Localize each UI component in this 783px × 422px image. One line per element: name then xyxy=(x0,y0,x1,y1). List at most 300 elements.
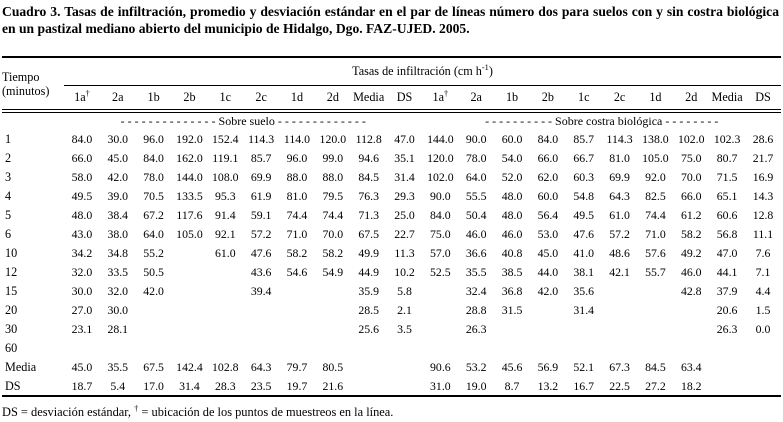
data-cell: 102.8 xyxy=(212,360,239,374)
data-cell: 43.6 xyxy=(250,265,272,279)
row-label: DS xyxy=(5,378,21,393)
data-cell: 85.7 xyxy=(250,151,272,165)
data-cell: 39.4 xyxy=(250,284,272,298)
data-cell: 85.7 xyxy=(573,132,595,146)
data-cell xyxy=(172,244,208,263)
data-cell: 47.6 xyxy=(573,227,595,241)
data-cell: 84.5 xyxy=(645,360,666,374)
data-cell: 55.2 xyxy=(143,246,164,260)
data-cell xyxy=(279,301,315,320)
data-cell xyxy=(279,320,315,339)
data-cell xyxy=(602,320,638,339)
data-cell xyxy=(136,339,172,358)
data-cell xyxy=(709,358,745,377)
data-cell: 192.0 xyxy=(176,132,203,146)
data-cell xyxy=(745,358,781,377)
data-cell xyxy=(243,320,279,339)
dagger-mark: † xyxy=(444,89,449,99)
data-cell: 53.0 xyxy=(537,227,559,241)
data-cell: 26.3 xyxy=(465,322,487,336)
data-cell xyxy=(566,339,602,358)
data-cell: 70.5 xyxy=(143,189,164,203)
data-cell: 28.5 xyxy=(358,303,379,317)
data-cell xyxy=(494,339,530,358)
data-cell xyxy=(387,358,423,377)
data-cell: 117.6 xyxy=(176,208,203,222)
table-caption: Cuadro 3. Tasas de infiltración, promedio y desviación estándar en el par de líneas número dos para suelos con y sin costra biológica en un pastizal mediano abierto del municipio de Hidalgo, Dgo. FAZ-UJED. 2005. xyxy=(2,4,779,36)
data-cell: 42.8 xyxy=(680,284,702,298)
data-cell: 69.9 xyxy=(250,170,272,184)
data-cell: 16.9 xyxy=(752,170,774,184)
row-label: 4 xyxy=(5,189,12,203)
data-cell: 102.0 xyxy=(427,170,454,184)
dagger-mark: † xyxy=(134,403,139,413)
data-cell xyxy=(172,301,208,320)
col-header-1a-soil: 1a† xyxy=(64,85,100,111)
table-row-20 xyxy=(2,301,781,320)
data-cell xyxy=(172,263,208,282)
col-header-1c-crust: 1c xyxy=(566,85,602,111)
data-cell: 162.0 xyxy=(176,151,203,165)
table-row-15 xyxy=(2,282,781,301)
col-header-ds-soil: DS xyxy=(387,85,423,111)
data-cell: 58.2 xyxy=(286,246,308,260)
data-cell: 45.0 xyxy=(71,360,93,374)
data-cell: 54.8 xyxy=(573,189,595,203)
data-cell xyxy=(136,301,172,320)
table-row-4 xyxy=(2,187,781,206)
data-cell: 66.0 xyxy=(680,189,702,203)
data-cell xyxy=(638,282,674,301)
data-cell: 56.4 xyxy=(537,208,559,222)
data-cell: 32.4 xyxy=(465,284,487,298)
data-cell: 142.4 xyxy=(176,360,203,374)
data-cell: 71.3 xyxy=(358,208,379,222)
data-cell xyxy=(745,377,781,396)
row-label: 1 xyxy=(5,132,12,146)
unit-exponent: -1 xyxy=(481,63,489,73)
col-header-2d-soil: 2d xyxy=(315,85,351,111)
data-cell: 88.0 xyxy=(322,170,344,184)
section-labels-row xyxy=(2,111,781,130)
data-cell xyxy=(64,339,100,358)
data-cell xyxy=(422,320,458,339)
data-cell xyxy=(207,301,243,320)
data-cell: 7.6 xyxy=(755,246,771,260)
column-headers-row xyxy=(2,85,781,111)
data-cell: 152.4 xyxy=(212,132,239,146)
section-label-soil: - - - - - - - - - - - - - - Sobre suelo - - - - - - - - - - - - - xyxy=(120,114,366,128)
data-cell: 75.0 xyxy=(430,227,451,241)
data-cell xyxy=(530,301,566,320)
data-cell: 65.1 xyxy=(716,189,738,203)
data-cell xyxy=(602,301,638,320)
data-cell: 47.0 xyxy=(394,132,415,146)
data-cell xyxy=(387,339,423,358)
data-cell: 74.4 xyxy=(322,208,344,222)
data-cell xyxy=(315,282,351,301)
data-cell: 35.5 xyxy=(465,265,487,279)
data-cell: 48.0 xyxy=(71,208,93,222)
data-cell xyxy=(279,282,315,301)
time-header-line1: Tiempo xyxy=(2,69,40,84)
data-cell: 92.1 xyxy=(214,227,236,241)
data-cell xyxy=(566,320,602,339)
data-cell: 61.0 xyxy=(214,246,236,260)
data-cell: 38.5 xyxy=(501,265,523,279)
data-cell: 84.0 xyxy=(71,132,93,146)
data-cell: 5.8 xyxy=(397,284,412,298)
data-cell: 120.0 xyxy=(427,151,454,165)
data-cell: 114.3 xyxy=(606,132,633,146)
data-cell: 28.3 xyxy=(214,378,236,393)
data-cell xyxy=(602,282,638,301)
data-cell: 82.5 xyxy=(645,189,666,203)
data-cell: 32.0 xyxy=(107,284,129,298)
row-label: 3 xyxy=(5,170,12,184)
data-cell: 54.6 xyxy=(286,265,308,279)
data-cell xyxy=(351,377,387,396)
data-cell: 78.0 xyxy=(143,170,164,184)
data-cell xyxy=(422,339,458,358)
col-header-1b-soil: 1b xyxy=(136,85,172,111)
data-cell: 70.0 xyxy=(322,227,344,241)
data-cell: 66.0 xyxy=(71,151,93,165)
data-cell: 2.1 xyxy=(397,303,412,317)
data-cell: 32.0 xyxy=(71,265,93,279)
data-cell: 45.6 xyxy=(501,360,523,374)
data-cell: 52.5 xyxy=(430,265,451,279)
data-cell: 42.0 xyxy=(537,284,559,298)
data-cell xyxy=(673,320,709,339)
data-cell: 18.7 xyxy=(71,378,93,393)
data-cell: 92.0 xyxy=(645,170,666,184)
footnote-ds-definition: DS = desviación estándar, xyxy=(2,405,135,420)
data-cell: 50.5 xyxy=(143,265,164,279)
data-cell: 1.5 xyxy=(755,303,771,317)
data-cell: 16.7 xyxy=(573,378,595,393)
data-cell: 36.8 xyxy=(501,284,523,298)
row-label: 5 xyxy=(5,208,12,222)
table-row-30 xyxy=(2,320,781,339)
data-cell: 144.0 xyxy=(176,170,203,184)
data-cell: 21.7 xyxy=(752,151,774,165)
data-cell: 71.0 xyxy=(645,227,666,241)
table-row-6 xyxy=(2,225,781,244)
data-cell: 138.0 xyxy=(642,132,669,146)
unit-prefix: Tasas de infiltración (cm h xyxy=(352,64,482,79)
col-header-1b-crust: 1b xyxy=(494,85,530,111)
data-cell xyxy=(351,339,387,358)
data-cell: 78.0 xyxy=(465,151,487,165)
data-cell: 31.5 xyxy=(501,303,523,317)
data-cell: 90.6 xyxy=(430,360,451,374)
col-header-1d-crust: 1d xyxy=(638,85,674,111)
data-cell xyxy=(315,320,351,339)
data-cell: 30.0 xyxy=(107,132,129,146)
footnote-dagger-definition: = ubicación de los puntos de muestreos en la línea. xyxy=(138,405,394,420)
data-cell: 75.0 xyxy=(680,151,702,165)
data-cell: 112.8 xyxy=(355,132,382,146)
data-cell: 19.0 xyxy=(465,378,487,393)
data-cell: 43.0 xyxy=(71,227,93,241)
data-cell: 60.0 xyxy=(501,132,523,146)
data-cell: 61.2 xyxy=(680,208,702,222)
data-cell: 90.0 xyxy=(430,189,451,203)
data-cell: 114.0 xyxy=(283,132,311,146)
data-cell: 28.8 xyxy=(465,303,487,317)
data-cell: 19.7 xyxy=(286,378,308,393)
data-cell: 55.7 xyxy=(645,265,666,279)
data-cell: 23.1 xyxy=(71,322,93,336)
data-cell: 102.3 xyxy=(713,132,741,146)
data-cell: 49.5 xyxy=(573,208,595,222)
data-cell: 18.2 xyxy=(680,378,702,393)
data-cell: 45.0 xyxy=(537,246,559,260)
col-header-2c-crust: 2c xyxy=(602,85,638,111)
row-label: 15 xyxy=(5,284,18,298)
data-cell: 49.5 xyxy=(71,189,93,203)
data-cell xyxy=(207,320,243,339)
data-cell: 67.2 xyxy=(143,208,164,222)
data-cell: 42.1 xyxy=(609,265,630,279)
data-cell: 57.6 xyxy=(645,246,666,260)
data-cell xyxy=(387,377,423,396)
data-cell: 25.0 xyxy=(394,208,415,222)
data-cell: 96.0 xyxy=(286,151,308,165)
data-cell: 99.0 xyxy=(322,151,344,165)
data-cell: 7.1 xyxy=(755,265,771,279)
data-cell: 57.2 xyxy=(609,227,630,241)
data-cell: 11.3 xyxy=(394,246,415,260)
data-cell: 5.4 xyxy=(110,378,126,393)
data-cell: 20.6 xyxy=(716,303,738,317)
col-header-2a-crust: 2a xyxy=(458,85,494,111)
col-header-1a-crust: 1a† xyxy=(422,85,458,111)
data-cell: 74.4 xyxy=(645,208,666,222)
data-cell: 27.2 xyxy=(645,378,666,393)
data-cell: 42.0 xyxy=(107,170,129,184)
data-cell: 61.9 xyxy=(250,189,272,203)
data-cell: 23.5 xyxy=(250,378,272,393)
data-cell xyxy=(673,339,709,358)
data-cell: 47.6 xyxy=(250,246,272,260)
data-cell: 10.2 xyxy=(394,265,415,279)
data-cell: 79.5 xyxy=(322,189,344,203)
data-cell: 71.0 xyxy=(286,227,308,241)
data-cell: 57.2 xyxy=(250,227,272,241)
data-cell: 35.6 xyxy=(573,284,595,298)
unit-suffix: ) xyxy=(488,64,493,79)
data-cell: 38.1 xyxy=(573,265,595,279)
data-cell: 44.9 xyxy=(358,265,379,279)
data-cell xyxy=(638,320,674,339)
data-cell: 144.0 xyxy=(427,132,454,146)
data-cell: 25.6 xyxy=(358,322,379,336)
data-cell: 79.7 xyxy=(286,360,308,374)
col-header-media-crust: Media xyxy=(709,85,745,111)
data-cell: 22.5 xyxy=(609,378,630,393)
data-cell: 91.4 xyxy=(214,208,236,222)
data-cell: 133.5 xyxy=(176,189,203,203)
data-cell: 64.3 xyxy=(609,189,630,203)
data-cell: 88.0 xyxy=(286,170,308,184)
row-label: 2 xyxy=(5,151,12,165)
data-cell xyxy=(100,339,136,358)
col-header-2c-soil: 2c xyxy=(243,85,279,111)
data-cell: 105.0 xyxy=(176,227,203,241)
data-cell: 61.0 xyxy=(609,208,630,222)
data-cell xyxy=(172,282,208,301)
data-cell: 67.3 xyxy=(609,360,630,374)
data-cell: 11.1 xyxy=(752,227,774,241)
col-header-ds-crust: DS xyxy=(745,85,781,111)
data-cell: 67.5 xyxy=(358,227,379,241)
data-cell: 35.1 xyxy=(394,151,415,165)
data-cell: 34.2 xyxy=(71,246,93,260)
data-cell: 90.0 xyxy=(465,132,487,146)
data-cell xyxy=(458,339,494,358)
row-label: 60 xyxy=(5,341,18,355)
data-cell xyxy=(638,301,674,320)
table-row-10 xyxy=(2,244,781,263)
data-cell: 28.1 xyxy=(107,322,129,336)
data-cell: 28.6 xyxy=(752,132,774,146)
infiltration-table xyxy=(2,56,781,397)
data-cell: 21.6 xyxy=(322,378,344,393)
data-cell: 12.8 xyxy=(752,208,774,222)
row-label: Media xyxy=(5,360,37,374)
data-cell: 44.0 xyxy=(537,265,559,279)
data-cell: 30.0 xyxy=(71,284,93,298)
table-row-12 xyxy=(2,263,781,282)
data-cell: 46.0 xyxy=(680,265,702,279)
data-cell: 49.2 xyxy=(680,246,702,260)
data-cell: 52.1 xyxy=(573,360,595,374)
data-cell: 37.9 xyxy=(716,284,738,298)
data-cell: 81.0 xyxy=(609,151,630,165)
section-label-biological-crust: - - - - - - - - - - Sobre costra biológica - - - - - - - - xyxy=(485,114,719,128)
time-header-line2: (minutos) xyxy=(2,83,50,98)
section-row-spacer xyxy=(2,111,64,130)
dagger-mark: † xyxy=(85,89,90,99)
data-cell: 27.0 xyxy=(71,303,93,317)
data-cell: 41.0 xyxy=(573,246,595,260)
main-header-row xyxy=(2,57,781,85)
data-cell: 95.3 xyxy=(214,189,236,203)
data-cell: 64.3 xyxy=(250,360,272,374)
row-label: 12 xyxy=(5,265,18,279)
data-cell: 34.8 xyxy=(107,246,129,260)
data-cell: 114.3 xyxy=(248,132,275,146)
data-cell: 48.0 xyxy=(501,208,523,222)
data-cell: 31.4 xyxy=(179,378,200,393)
table-row-3 xyxy=(2,168,781,187)
data-cell: 60.6 xyxy=(716,208,738,222)
data-cell: 33.5 xyxy=(107,265,129,279)
data-cell: 42.0 xyxy=(143,284,164,298)
data-cell: 48.0 xyxy=(501,189,523,203)
data-cell: 81.0 xyxy=(286,189,308,203)
data-cell xyxy=(136,320,172,339)
data-cell: 17.0 xyxy=(143,378,164,393)
data-cell: 80.7 xyxy=(716,151,738,165)
data-cell: 47.0 xyxy=(716,246,738,260)
data-cell xyxy=(172,339,208,358)
data-cell: 56.9 xyxy=(537,360,559,374)
data-cell: 38.4 xyxy=(107,208,129,222)
data-cell: 67.5 xyxy=(143,360,164,374)
data-cell: 30.0 xyxy=(107,303,129,317)
data-cell xyxy=(207,339,243,358)
data-cell: 66.7 xyxy=(573,151,595,165)
col-header-1d-soil: 1d xyxy=(279,85,315,111)
data-cell xyxy=(207,282,243,301)
data-cell: 13.2 xyxy=(537,378,559,393)
data-cell: 54.9 xyxy=(322,265,344,279)
data-cell: 59.1 xyxy=(250,208,272,222)
data-cell: 35.5 xyxy=(107,360,129,374)
data-cell xyxy=(530,320,566,339)
infiltration-rates-header xyxy=(64,57,781,85)
data-cell: 63.4 xyxy=(680,360,702,374)
data-cell: 54.0 xyxy=(501,151,523,165)
data-cell: 60.3 xyxy=(573,170,595,184)
data-cell xyxy=(279,339,315,358)
data-cell xyxy=(207,263,243,282)
data-cell: 66.0 xyxy=(537,151,559,165)
data-cell: 22.7 xyxy=(394,227,415,241)
data-cell xyxy=(709,339,745,358)
data-cell: 26.3 xyxy=(716,322,738,336)
data-cell: 39.0 xyxy=(107,189,129,203)
data-cell: 50.4 xyxy=(465,208,487,222)
data-cell xyxy=(243,301,279,320)
data-cell: 56.8 xyxy=(716,227,738,241)
footnote xyxy=(2,401,779,420)
data-cell: 44.1 xyxy=(716,265,738,279)
col-header-2b-soil: 2b xyxy=(172,85,208,111)
data-cell: 52.0 xyxy=(501,170,523,184)
data-cell: 84.5 xyxy=(358,170,379,184)
data-cell: 46.0 xyxy=(501,227,523,241)
data-cell xyxy=(745,339,781,358)
data-cell: 60.0 xyxy=(537,189,559,203)
data-cell xyxy=(315,339,351,358)
col-header-2b-crust: 2b xyxy=(530,85,566,111)
row-label: 10 xyxy=(5,246,18,260)
data-cell: 4.4 xyxy=(755,284,771,298)
data-cell: 64.0 xyxy=(143,227,164,241)
row-label: 6 xyxy=(5,227,12,241)
data-cell: 40.8 xyxy=(501,246,523,260)
data-cell: 76.3 xyxy=(358,189,379,203)
data-cell: 120.0 xyxy=(319,132,347,146)
data-cell: 102.0 xyxy=(677,132,705,146)
data-cell: 64.0 xyxy=(465,170,487,184)
data-cell: 3.5 xyxy=(397,322,412,336)
data-cell: 70.0 xyxy=(680,170,702,184)
data-cell xyxy=(638,339,674,358)
row-label: 20 xyxy=(5,303,18,317)
col-header-media-soil: Media xyxy=(351,85,387,111)
col-header-2d-crust: 2d xyxy=(673,85,709,111)
data-cell: 49.9 xyxy=(358,246,379,260)
data-cell: 84.0 xyxy=(537,132,559,146)
row-label: 30 xyxy=(5,322,18,336)
table-row-5 xyxy=(2,206,781,225)
data-cell: 0.0 xyxy=(755,322,771,336)
